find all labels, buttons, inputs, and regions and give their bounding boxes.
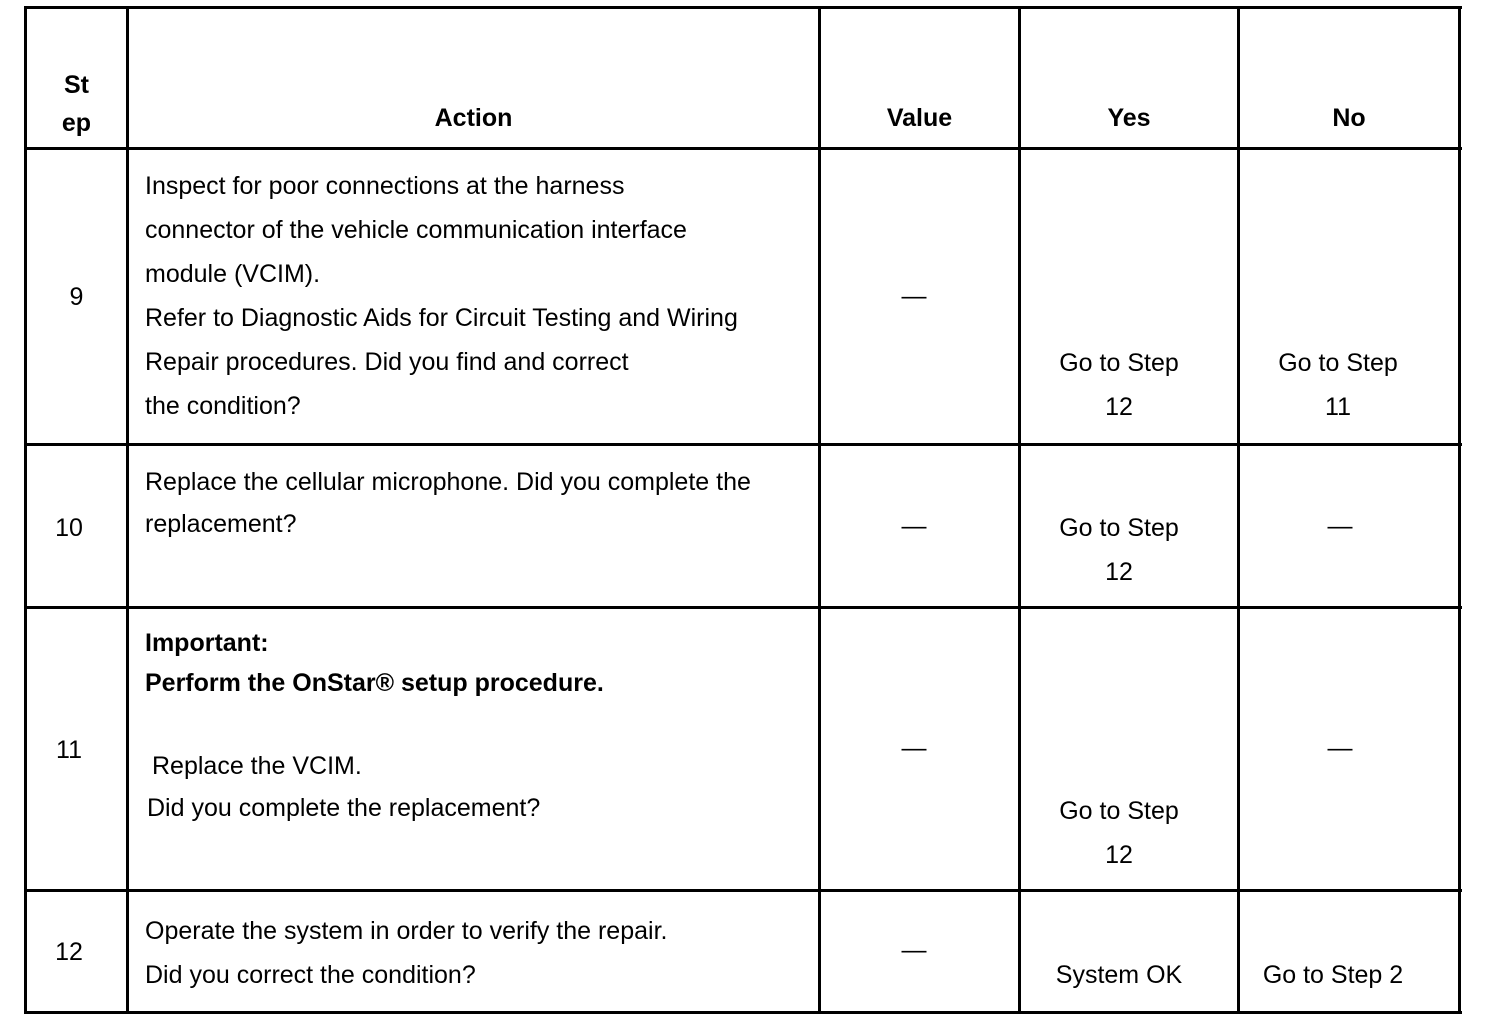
table-border-top bbox=[24, 6, 1462, 9]
action-text: Operate the system in order to verify the repair. Did you correct the condition? bbox=[145, 917, 668, 989]
value-dash: — bbox=[901, 512, 927, 540]
header-no: No bbox=[1332, 104, 1366, 132]
yes-target: System OK bbox=[1055, 961, 1183, 989]
header-value: Value bbox=[886, 104, 953, 132]
value-dash: — bbox=[901, 734, 927, 762]
column-divider bbox=[818, 6, 821, 1014]
yes-target: Go to Step 12 bbox=[1059, 349, 1179, 421]
table-border-right bbox=[1458, 6, 1461, 1014]
header-yes: Yes bbox=[1107, 104, 1151, 132]
value-dash: — bbox=[901, 936, 927, 964]
header-step: St ep bbox=[61, 71, 92, 137]
no-dash: — bbox=[1327, 734, 1353, 762]
step-number: 9 bbox=[69, 283, 84, 311]
value-dash: — bbox=[901, 282, 927, 310]
yes-target: Go to Step 12 bbox=[1059, 797, 1179, 869]
column-divider bbox=[1237, 6, 1240, 1014]
no-target: Go to Step 11 bbox=[1278, 349, 1398, 421]
no-dash: — bbox=[1327, 512, 1353, 540]
action-text: Inspect for poor connections at the harness connector of the vehicle communication interface module (VCIM). Refer to Diagnostic Aids for Circuit Testing and Wiring Repair procedures. Did you find and correct the condition? bbox=[145, 172, 738, 420]
column-divider bbox=[126, 6, 129, 1014]
yes-target: Go to Step 12 bbox=[1059, 514, 1179, 586]
row-divider bbox=[24, 606, 1462, 609]
row-divider bbox=[24, 889, 1462, 892]
important-label: Important: bbox=[145, 629, 269, 657]
important-text: Perform the OnStar® setup procedure. bbox=[145, 669, 604, 697]
row-divider bbox=[24, 443, 1462, 446]
no-target: Go to Step 2 bbox=[1262, 961, 1404, 989]
row-divider bbox=[24, 147, 1462, 150]
important-note bbox=[145, 623, 604, 703]
step-number: 11 bbox=[56, 736, 82, 764]
header-action: Action bbox=[434, 104, 513, 132]
action-text: Replace the cellular microphone. Did you complete the replacement? bbox=[145, 468, 751, 538]
step-number: 10 bbox=[55, 514, 83, 542]
table-border-bottom bbox=[24, 1011, 1462, 1014]
step-number: 12 bbox=[55, 938, 83, 966]
action-text: Replace the VCIM. Did you complete the replacement? bbox=[147, 752, 541, 822]
